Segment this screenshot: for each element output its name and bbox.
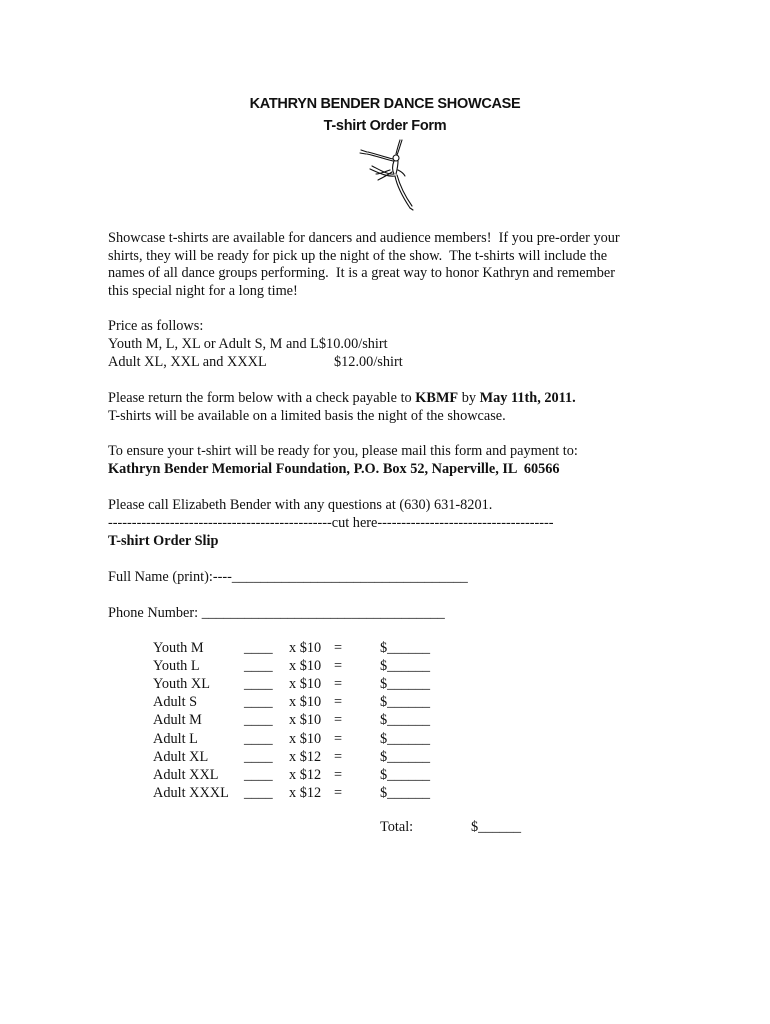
equals-sign: = (334, 766, 343, 783)
qty-field[interactable]: ____ (244, 712, 273, 729)
equals-sign: = (334, 676, 343, 693)
amount-field[interactable]: $______ (380, 712, 431, 729)
payee: KBMF (415, 390, 459, 406)
size-label: Adult XXXL (153, 784, 229, 801)
equals-sign: = (334, 712, 343, 729)
slip-heading: T-shirt Order Slip (108, 533, 219, 549)
intro-line-1: Showcase t-shirts are available for dancers and audience members! If you pre-order your (108, 230, 620, 246)
qty-field[interactable]: ____ (244, 784, 273, 801)
return-prefix: Please return the form below with a check payable to (108, 390, 416, 406)
unit-price: x $10 (289, 712, 322, 729)
page-title: KATHRYN BENDER DANCE SHOWCASE (249, 96, 521, 112)
unit-price: x $10 (289, 658, 322, 675)
intro-line-2: shirts, they will be ready for pick up the night of the show. The t-shirts will include the (108, 248, 608, 264)
qty-field[interactable]: ____ (244, 694, 273, 711)
amount-field[interactable]: $______ (380, 694, 431, 711)
qty-field[interactable]: ____ (244, 766, 273, 783)
intro-line-4: this special night for a long time! (108, 283, 298, 299)
size-label: Adult L (153, 730, 198, 747)
unit-price: x $12 (289, 784, 322, 801)
price-heading: Price as follows: (108, 318, 204, 334)
size-label: Adult M (153, 712, 202, 729)
price-adult-value: $12.00/shirt (334, 354, 403, 370)
phone-field[interactable]: Phone Number: __________________________________ (108, 605, 445, 621)
equals-sign: = (334, 784, 343, 801)
qty-field[interactable]: ____ (244, 748, 273, 765)
unit-price: x $10 (289, 640, 322, 656)
amount-field[interactable]: $______ (380, 748, 431, 765)
total-label: Total: (380, 819, 414, 835)
price-line-youth (108, 336, 388, 354)
amount-field[interactable]: $______ (380, 766, 431, 783)
return-line-2: T-shirts will be available on a limited basis the night of the showcase. (108, 408, 506, 424)
mail-line-1: To ensure your t-shirt will be ready for you, please mail this form and payment to: (108, 443, 578, 459)
amount-field[interactable]: $______ (380, 784, 431, 801)
unit-price: x $10 (289, 676, 322, 693)
contact-line: Please call Elizabeth Bender with any questions at (630) 631-8201. (108, 497, 493, 513)
qty-field[interactable]: ____ (244, 640, 273, 656)
dancer-icon (352, 136, 418, 212)
intro-line-3: names of all dance groups performing. It is a great way to honor Kathryn and remember (108, 265, 615, 281)
qty-field[interactable]: ____ (244, 658, 273, 675)
price-adult-label: Adult XL, XXL and XXXL (108, 354, 267, 370)
page-subtitle: T-shirt Order Form (323, 118, 447, 134)
amount-field[interactable]: $______ (380, 640, 431, 656)
amount-field[interactable]: $______ (380, 658, 431, 675)
cut-line: -----------------------------------------------cut here------------------------------------- (108, 515, 554, 531)
unit-price: x $10 (289, 694, 322, 711)
equals-sign: = (334, 748, 343, 765)
amount-field[interactable]: $______ (380, 676, 431, 693)
amount-field[interactable]: $______ (380, 730, 431, 747)
full-name-field[interactable]: Full Name (print):----_________________________________ (108, 569, 468, 585)
size-label: Adult XL (153, 748, 209, 765)
qty-field[interactable]: ____ (244, 730, 273, 747)
price-youth-label: Youth M, L, XL or Adult S, M and L (108, 336, 319, 352)
unit-price: x $10 (289, 730, 322, 747)
equals-sign: = (334, 640, 343, 656)
return-mid: by (458, 390, 480, 406)
size-label: Adult S (153, 694, 198, 711)
size-label: Adult XXL (153, 766, 219, 783)
equals-sign: = (334, 658, 343, 675)
equals-sign: = (334, 730, 343, 747)
equals-sign: = (334, 694, 343, 711)
total-field[interactable]: $______ (471, 819, 522, 835)
deadline: May 11th, 2011. (479, 390, 576, 406)
unit-price: x $12 (289, 766, 322, 783)
price-youth-value: $10.00/shirt (318, 336, 388, 352)
size-label: Youth L (153, 658, 200, 675)
size-label: Youth XL (153, 676, 210, 693)
return-line-1 (108, 390, 576, 408)
unit-price: x $12 (289, 748, 322, 765)
qty-field[interactable]: ____ (244, 676, 273, 693)
size-label: Youth M (153, 640, 204, 656)
mail-address: Kathryn Bender Memorial Foundation, P.O. Box 52, Naperville, IL 60566 (108, 461, 560, 477)
